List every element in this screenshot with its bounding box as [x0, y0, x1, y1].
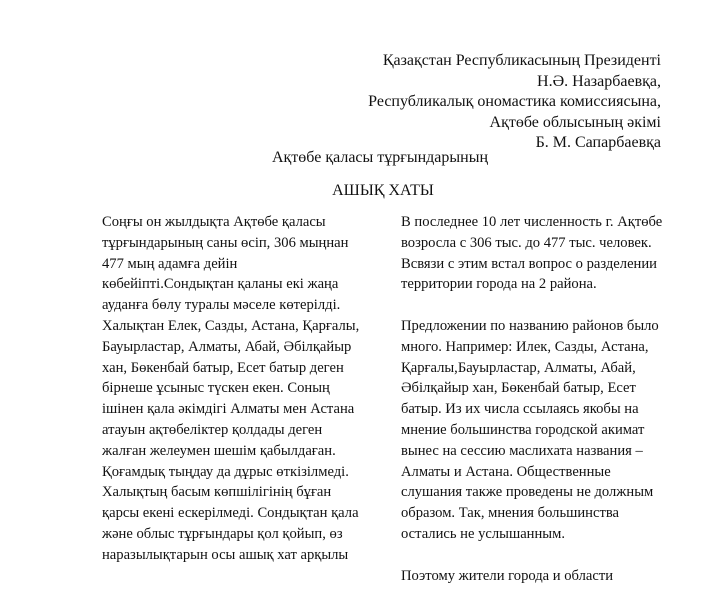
letter-title: АШЫҚ ХАТЫ: [332, 182, 434, 199]
text-line: возросла с 306 тыс. до 477 тыс. человек.: [401, 234, 652, 251]
text-line: Всвязи с этим встал вопрос о разделении: [401, 255, 657, 272]
kazakh-paragraph: [102, 212, 364, 566]
text-line: слушания также проведены не должным: [401, 484, 654, 501]
kazakh-text-column: [102, 212, 364, 566]
addressee-block: [368, 51, 661, 154]
text-line: Соңғы он жылдықта Ақтөбе қаласы: [102, 214, 326, 230]
text-line: және облыс тұрғындары қол қойып, өз: [102, 525, 343, 542]
addressee-line: Ақтөбе облысының әкімі: [489, 113, 661, 131]
text-line: территории города на 2 района.: [401, 276, 597, 293]
text-line: бірнеше ұсыныс түскен екен. Соның: [102, 380, 330, 397]
letter-subtitle: Ақтөбе қаласы тұрғындарының: [271, 149, 489, 166]
text-line: көбейіпті.Сондықтан қаланы екі жаңа: [102, 276, 339, 293]
text-line: мнение большинства городской акимат: [401, 421, 645, 438]
text-line: В последнее 10 лет численность г. Ақтөбе: [401, 214, 663, 230]
text-line: Алматы и Астана. Общественные: [401, 463, 611, 480]
text-line: атауын ақтөбеліктер қолдады деген: [102, 421, 323, 438]
russian-paragraph-1: [401, 212, 671, 295]
text-line: ауданға бөлу туралы мәселе көтерілді.: [102, 297, 341, 314]
addressee-line: Б. М. Сапарбаевқа: [535, 134, 661, 151]
text-line: ішінен қала әкімдігі Алматы мен Астана: [102, 401, 355, 418]
text-line: Халықтан Елек, Сазды, Астана, Қарғалы,: [102, 317, 360, 334]
text-line: жалған желеумен шешім қабылдаған.: [102, 442, 336, 459]
addressee-line: Н.Ә. Назарбаевқа,: [537, 72, 661, 90]
text-line: много. Например: Илек, Сазды, Астана,: [401, 338, 649, 355]
text-line: 477 мың адамға дейін: [102, 255, 238, 272]
text-line: Предложении по названию районов было: [401, 317, 659, 334]
text-line: образом. Так, мнения большинства: [401, 505, 620, 522]
text-line: батыр. Из их числа ссылаясь якобы на: [401, 401, 639, 418]
text-line: қарсы екені ескерілмеді. Сондықтан қала: [102, 505, 359, 522]
text-line: наразылықтарын осы ашық хат арқылы: [102, 546, 349, 563]
russian-paragraph-2: [401, 316, 671, 545]
text-line: тұрғындарының саны өсіп, 306 мыңнан: [102, 234, 349, 251]
text-line: хан, Бөкенбай батыр, Есет батыр деген: [102, 359, 344, 376]
addressee-line: Қазақстан Республикасының Президенті: [382, 52, 661, 69]
text-line: вынес на сессию маслихата названия –: [401, 442, 643, 459]
russian-paragraph-3: [401, 566, 671, 587]
text-line: Қоғамдық тыңдау да дұрыс өткізілмеді.: [102, 463, 349, 480]
text-line: Бауырластар, Алматы, Абай, Әбілқайыр: [102, 338, 352, 355]
text-line: остались не услышанным.: [401, 525, 565, 542]
text-line: Халықтың басым көпшілігінің бұған: [102, 484, 332, 501]
text-line: Қарғалы,Бауырластар, Алматы, Абай,: [401, 359, 636, 376]
addressee-line: Республикалық ономастика комиссиясына,: [368, 93, 661, 110]
text-line: Әбілқайыр хан, Бөкенбай батыр, Есет: [401, 380, 636, 397]
text-line: Поэтому жители города и области: [401, 567, 614, 584]
russian-text-column: [401, 212, 671, 607]
